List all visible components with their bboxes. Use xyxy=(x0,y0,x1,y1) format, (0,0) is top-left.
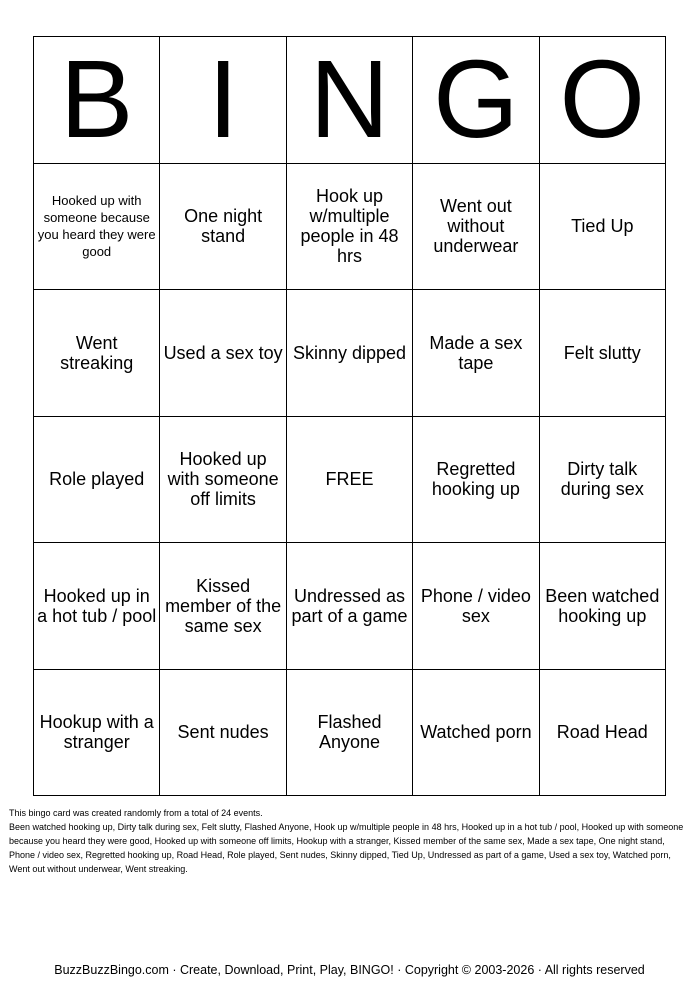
bingo-square: Tied Up xyxy=(540,164,666,291)
footnote-summary: This bingo card was created randomly from a total of 24 events. xyxy=(9,808,263,818)
bingo-square: Flashed Anyone xyxy=(287,670,413,797)
bingo-square: Phone / video sex xyxy=(413,543,539,670)
header-letter-o: O xyxy=(540,37,666,164)
bingo-square: Dirty talk during sex xyxy=(540,417,666,544)
bingo-square: Hooked up in a hot tub / pool xyxy=(34,543,160,670)
bingo-square: Watched porn xyxy=(413,670,539,797)
bingo-square: Went out without underwear xyxy=(413,164,539,291)
bingo-card xyxy=(33,36,666,796)
card-footnote xyxy=(9,806,691,876)
bingo-square: Hooked up with someone because you heard they were good xyxy=(34,164,160,291)
bingo-square: Hook up w/multiple people in 48 hrs xyxy=(287,164,413,291)
free-square: FREE xyxy=(287,417,413,544)
header-letter-n: N xyxy=(287,37,413,164)
header-letter-g: G xyxy=(413,37,539,164)
bingo-square: Felt slutty xyxy=(540,290,666,417)
bingo-square: Been watched hooking up xyxy=(540,543,666,670)
bingo-square: Regretted hooking up xyxy=(413,417,539,544)
bingo-square: Used a sex toy xyxy=(160,290,286,417)
bingo-square: Made a sex tape xyxy=(413,290,539,417)
bingo-square: Undressed as part of a game xyxy=(287,543,413,670)
footnote-event-list: Been watched hooking up, Dirty talk during sex, Felt slutty, Flashed Anyone, Hook up w/multiple people in 48 hrs, Hooked up in a hot tub / pool, Hooked up with someone because you heard they were good, Hooked up with someone off limits, Hookup with a stranger, Kissed member of the same sex, Made a sex tape, One night stand, Phone / video sex, Regretted hooking up, Road Head, Role played, Sent nudes, Skinny dipped, Tied Up, Undressed as part of a game, Used a sex toy, Watched porn, Went out without underwear, Went streaking. xyxy=(9,822,684,874)
bingo-square: One night stand xyxy=(160,164,286,291)
bingo-square: Role played xyxy=(34,417,160,544)
header-letter-b: B xyxy=(34,37,160,164)
site-footer: BuzzBuzzBingo.com · Create, Download, Print, Play, BINGO! · Copyright © 2003-2026 · All rights reserved xyxy=(54,963,645,977)
header-letter-i: I xyxy=(160,37,286,164)
bingo-square: Kissed member of the same sex xyxy=(160,543,286,670)
bingo-square: Went streaking xyxy=(34,290,160,417)
bingo-square: Hooked up with someone off limits xyxy=(160,417,286,544)
bingo-square: Road Head xyxy=(540,670,666,797)
bingo-square: Skinny dipped xyxy=(287,290,413,417)
bingo-square: Sent nudes xyxy=(160,670,286,797)
bingo-square: Hookup with a stranger xyxy=(34,670,160,797)
